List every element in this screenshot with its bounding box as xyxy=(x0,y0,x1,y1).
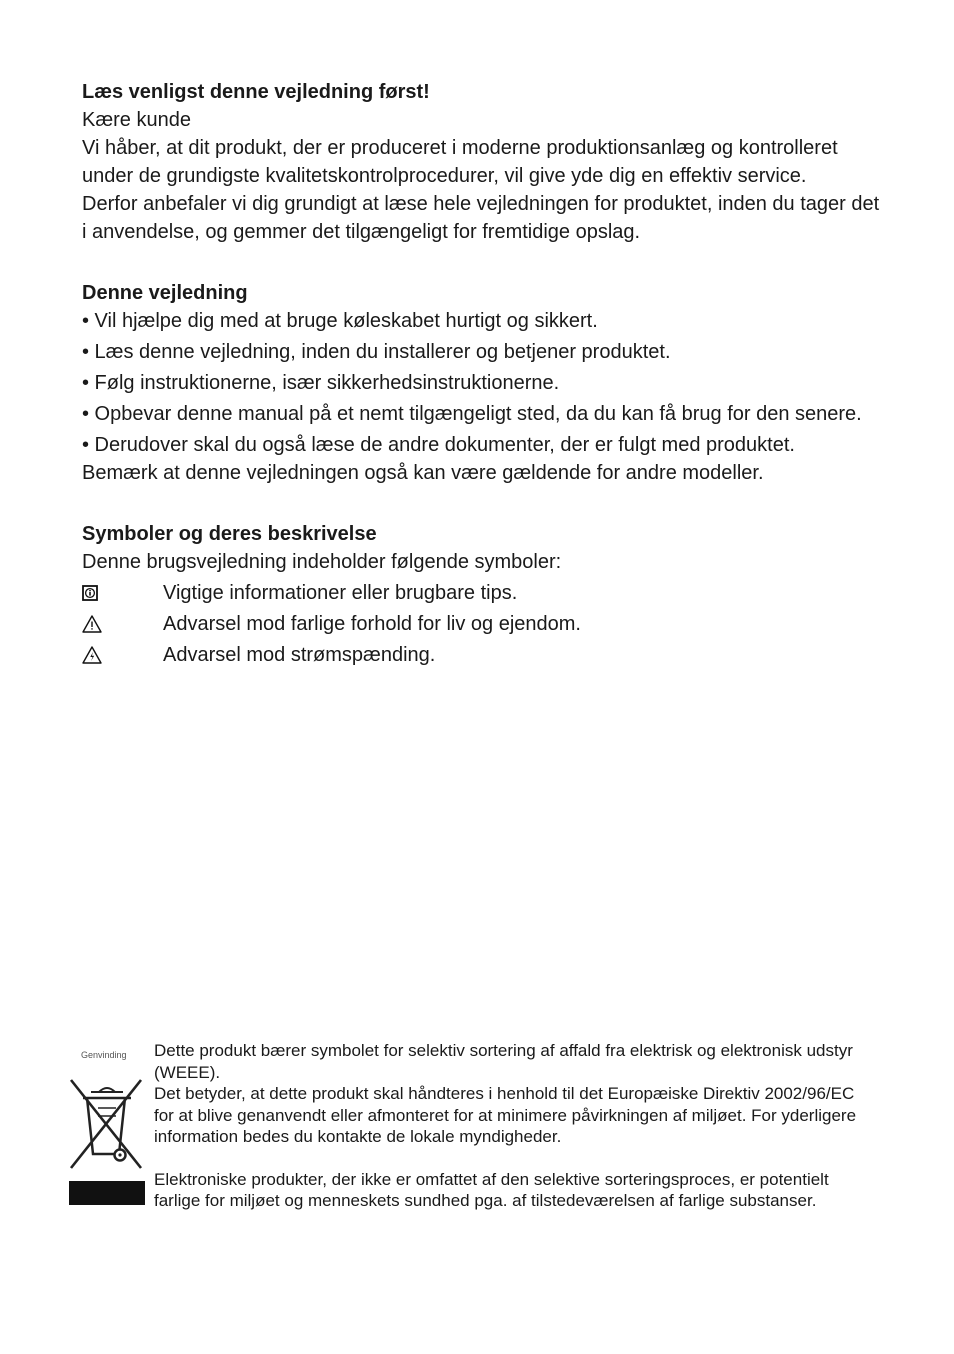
symbol-desc: Vigtige informationer eller brugbare tips. xyxy=(163,582,518,604)
weee-text xyxy=(154,1040,878,1212)
crossed-bin-icon xyxy=(69,1076,145,1172)
guide-bullet: • Følg instruktionerne, især sikkerhedsinstruktionerne. xyxy=(82,372,560,394)
symbols-heading: Symboler og deres beskrivelse xyxy=(82,523,377,545)
intro-paragraph-1: Vi håber, at dit produkt, der er produceret i moderne produktionsanlæg og kontrolleret under de grundigste kvalitetskontrolprocedurer, vil give yde dig en effektiv service. xyxy=(82,137,838,187)
recycling-label: Genvinding xyxy=(81,1050,127,1060)
warning-icon xyxy=(82,615,163,633)
guide-bullet: • Vil hjælpe dig med at bruge køleskabet hurtigt og sikkert. xyxy=(82,310,598,332)
info-icon xyxy=(82,585,163,601)
intro-heading: Læs venligst denne vejledning først! xyxy=(82,81,430,103)
symbol-desc: Advarsel mod farlige forhold for liv og ejendom. xyxy=(163,613,581,635)
symbols-intro: Denne brugsvejledning indeholder følgende symboler: xyxy=(82,551,562,573)
weee-paragraph-1: Dette produkt bærer symbolet for selektiv sortering af affald fra elektrisk og elektronisk udstyr (WEEE). xyxy=(154,1041,853,1082)
weee-paragraph-2: Det betyder, at dette produkt skal håndteres i henhold til det Europæiske Direktiv 2002/96/EC for at blive genanvendt eller afmonteret for at minimere påvirkningen af miljøet. For yderligere information bedes du kontakte de lokale myndigheder. xyxy=(154,1084,857,1146)
symbol-row-info xyxy=(82,579,882,607)
guide-bullet: • Opbevar denne manual på et nemt tilgængeligt sted, da du kan få brug for den senere. xyxy=(82,403,862,425)
guide-bullet: • Læs denne vejledning, inden du installerer og betjener produktet. xyxy=(82,341,671,363)
guide-heading: Denne vejledning xyxy=(82,282,248,304)
guide-note: Bemærk at denne vejledningen også kan være gældende for andre modeller. xyxy=(82,462,764,484)
manual-page xyxy=(82,78,882,669)
electric-warning-icon xyxy=(82,646,163,664)
symbol-bar xyxy=(69,1181,145,1205)
guide-bullet: • Derudover skal du også læse de andre dokumenter, der er fulgt med produktet. xyxy=(82,434,795,456)
symbol-desc: Advarsel mod strømspænding. xyxy=(163,644,436,666)
weee-paragraph-3: Elektroniske produkter, der ikke er omfattet af den selektive sorteringsproces, er potentielt farlige for miljøet og menneskets sundhed pga. af tilstedeværelsen af farlige substanser. xyxy=(154,1169,829,1210)
greeting: Kære kunde xyxy=(82,109,191,131)
intro-paragraph-2: Derfor anbefaler vi dig grundigt at læse hele vejledningen for produktet, inden du tager det i anvendelse, og gemmer det tilgængeligt for fremtidige opslag. xyxy=(82,193,880,243)
symbol-row-electric xyxy=(82,641,882,669)
symbol-row-warning xyxy=(82,610,882,638)
